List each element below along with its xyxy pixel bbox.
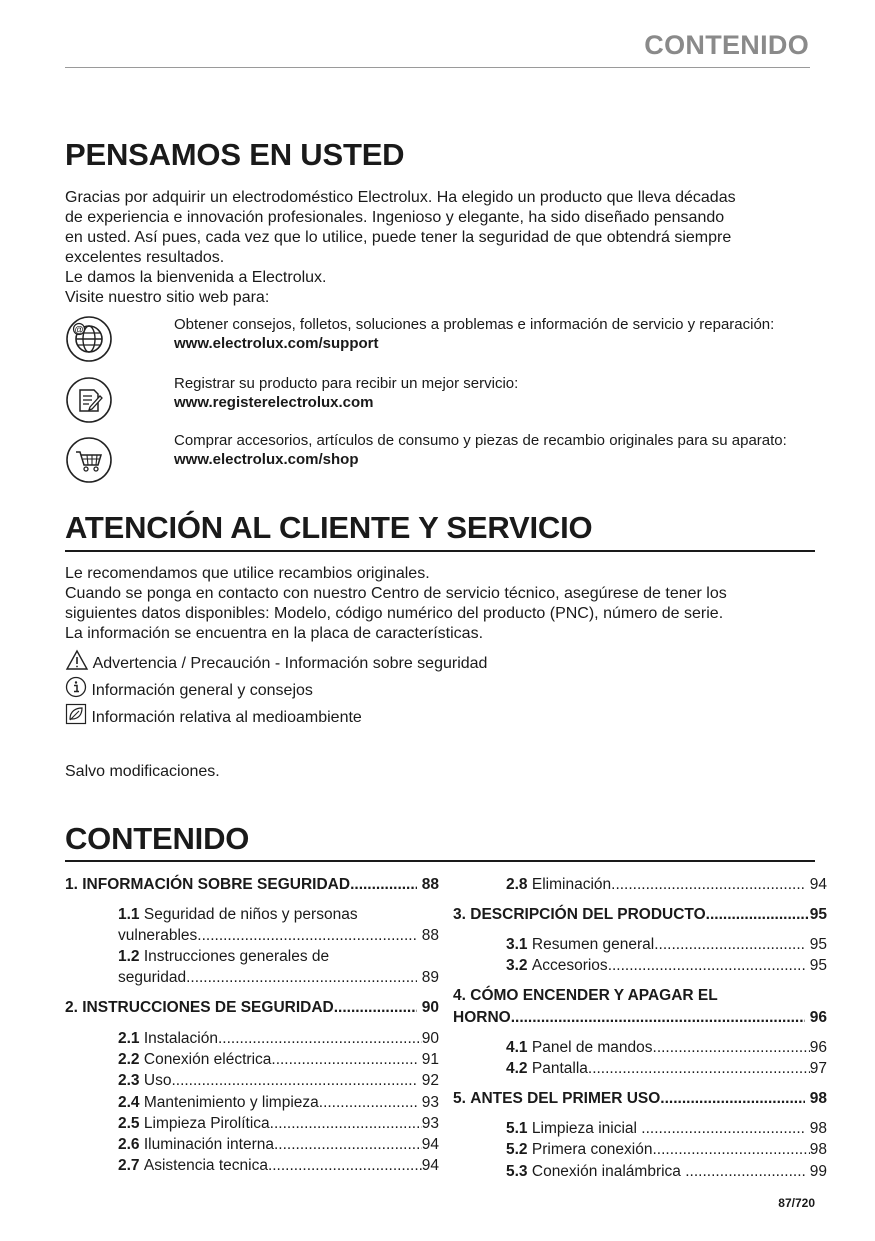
toc-title: Conexión inalámbrica xyxy=(531,1163,681,1180)
toc-title: INSTRUCCIONES DE SEGURIDAD xyxy=(82,999,334,1016)
toc-page: 92 xyxy=(421,1072,439,1089)
toc-section-2-7[interactable] xyxy=(118,1156,439,1176)
toc-leader xyxy=(350,875,417,895)
legend-info-label: Información general y consejos xyxy=(91,682,313,699)
toc-section-2-8[interactable] xyxy=(506,875,827,895)
welcome-line: en usted. Así pues, cada vez que lo utilice, puede tener la seguridad de que obtendrá siempre xyxy=(65,229,732,246)
toc-title: DESCRIPCIÓN DEL PRODUCTO xyxy=(470,906,706,923)
toc-number: 4.1 xyxy=(506,1039,528,1056)
toc-page: 94 xyxy=(421,1157,439,1174)
toc-title: Uso xyxy=(143,1072,172,1089)
toc-number: 5.2 xyxy=(506,1141,528,1158)
toc-title: vulnerables xyxy=(118,927,198,944)
toc-title: CÓMO ENCENDER Y APAGAR EL xyxy=(470,987,718,1004)
toc-section-3-2[interactable] xyxy=(506,956,827,976)
toc-leader xyxy=(685,1162,805,1182)
toc-title: Instrucciones generales de xyxy=(143,948,330,965)
toc-leader xyxy=(652,1140,809,1160)
toc-page: 99 xyxy=(809,1163,827,1180)
toc-title: Limpieza inicial xyxy=(531,1120,637,1137)
toc-page: 93 xyxy=(421,1115,439,1132)
toc-chapter-3[interactable] xyxy=(453,905,827,925)
toc-number: 5.3 xyxy=(506,1163,528,1180)
toc-page: 94 xyxy=(421,1136,439,1153)
toc-title: Asistencia tecnica xyxy=(143,1157,268,1174)
legend-warning-label: Advertencia / Precaución - Información sobre seguridad xyxy=(92,655,488,672)
toc-leader xyxy=(270,1114,422,1134)
toc-title: ANTES DEL PRIMER USO xyxy=(470,1090,661,1107)
toc-number: 2.4 xyxy=(118,1094,140,1111)
toc-leader xyxy=(268,1156,422,1176)
toc-page: 97 xyxy=(809,1060,827,1077)
welcome-line: de experiencia e innovación profesionales. Ingenioso y elegante, ha sido diseñado pensando xyxy=(65,209,725,226)
toc-section-1-2-cont[interactable] xyxy=(118,968,439,988)
toc-title: Mantenimiento y limpieza xyxy=(143,1094,319,1111)
toc-page: 94 xyxy=(809,876,827,893)
running-header-title: CONTENIDO xyxy=(644,30,809,60)
toc-number: 3. xyxy=(453,906,466,923)
toc-leader xyxy=(611,875,805,895)
service-heading: ATENCIÓN AL CLIENTE Y SERVICIO xyxy=(65,510,593,545)
toc-leader xyxy=(654,935,805,955)
toc-leader xyxy=(608,956,806,976)
toc-section-3-1[interactable] xyxy=(506,935,827,955)
toc-leader xyxy=(274,1135,422,1155)
toc-page: 95 xyxy=(809,906,827,923)
toc-title: Instalación xyxy=(143,1030,218,1047)
toc-title: Pantalla xyxy=(531,1060,588,1077)
toc-number: 4. xyxy=(453,987,466,1004)
toc-leader xyxy=(588,1059,810,1079)
link-description: Comprar accesorios, artículos de consumo y piezas de recambio originales para su aparato: xyxy=(174,432,787,449)
toc-title: Limpieza Pirolítica xyxy=(143,1115,270,1132)
toc-leader xyxy=(706,905,810,925)
toc-chapter-4[interactable] xyxy=(453,986,827,1006)
toc-number: 4.2 xyxy=(506,1060,528,1077)
welcome-heading: PENSAMOS EN USTED xyxy=(65,137,405,172)
toc-page: 88 xyxy=(421,927,439,944)
toc-page: 90 xyxy=(421,1030,439,1047)
support-link[interactable]: www.electrolux.com/support xyxy=(174,335,379,352)
toc-section-5-1[interactable] xyxy=(506,1119,827,1139)
toc-number: 1.1 xyxy=(118,906,140,923)
toc-section-4-1[interactable] xyxy=(506,1038,827,1058)
toc-title: INFORMACIÓN SOBRE SEGURIDAD xyxy=(82,876,351,893)
legend-environment-label: Información relativa al medioambiente xyxy=(91,709,362,726)
toc-section-2-4[interactable] xyxy=(118,1093,439,1113)
welcome-line: excelentes resultados. xyxy=(65,249,225,266)
page-number: 87/720 xyxy=(778,1196,815,1210)
toc-chapter-4-cont[interactable] xyxy=(453,1008,827,1028)
toc-page: 98 xyxy=(809,1141,827,1158)
toc-section-5-3[interactable] xyxy=(506,1162,827,1182)
link-description: Obtener consejos, folletos, soluciones a problemas e información de servicio y reparación: xyxy=(174,316,775,333)
toc-leader xyxy=(171,1071,417,1091)
toc-leader xyxy=(319,1093,418,1113)
toc-section-2-5[interactable] xyxy=(118,1114,439,1134)
toc-title: Panel de mandos xyxy=(531,1039,653,1056)
toc-page: 88 xyxy=(421,876,439,893)
toc-page: 96 xyxy=(809,1009,827,1026)
toc-number: 2.5 xyxy=(118,1115,140,1132)
service-line: La información se encuentra en la placa de características. xyxy=(65,625,484,642)
toc-page: 98 xyxy=(809,1090,827,1107)
toc-leader xyxy=(218,1029,422,1049)
toc-number: 2.1 xyxy=(118,1030,140,1047)
toc-page: 95 xyxy=(809,936,827,953)
shop-link[interactable]: www.electrolux.com/shop xyxy=(174,451,359,468)
toc-section-2-3[interactable] xyxy=(118,1071,439,1091)
service-line: siguientes datos disponibles: Modelo, código numérico del producto (PNC), número de serie. xyxy=(65,605,724,622)
toc-number: 5.1 xyxy=(506,1120,528,1137)
toc-page: 96 xyxy=(809,1039,827,1056)
toc-leader xyxy=(197,926,417,946)
toc-title: Primera conexión xyxy=(531,1141,653,1158)
welcome-line: Visite nuestro sitio web para: xyxy=(65,289,270,306)
toc-number: 2.2 xyxy=(118,1051,140,1068)
toc-title: Conexión eléctrica xyxy=(143,1051,272,1068)
toc-section-2-1[interactable] xyxy=(118,1029,439,1049)
toc-leader xyxy=(660,1089,805,1109)
toc-number: 3.2 xyxy=(506,957,528,974)
toc-section-1-1-cont[interactable] xyxy=(118,926,439,946)
toc-page: 98 xyxy=(809,1120,827,1137)
toc-section-2-6[interactable] xyxy=(118,1135,439,1155)
toc-title: Accesorios xyxy=(531,957,608,974)
toc-page: 93 xyxy=(421,1094,439,1111)
toc-number: 3.1 xyxy=(506,936,528,953)
register-link[interactable]: www.registerelectrolux.com xyxy=(174,394,374,411)
toc-section-4-2[interactable] xyxy=(506,1059,827,1079)
contents-heading: CONTENIDO xyxy=(65,821,250,856)
welcome-line: Gracias por adquirir un electrodoméstico Electrolux. Ha elegido un producto que lleva décadas xyxy=(65,189,736,206)
toc-leader xyxy=(271,1050,417,1070)
toc-chapter-1[interactable] xyxy=(65,875,439,895)
toc-title: seguridad xyxy=(118,969,187,986)
toc-leader xyxy=(511,1008,806,1028)
toc-title: Resumen general xyxy=(531,936,655,953)
toc-title: Seguridad de niños y personas xyxy=(143,906,358,923)
link-description: Registrar su producto para recibir un mejor servicio: xyxy=(174,375,519,392)
toc-title: HORNO xyxy=(453,1009,511,1026)
toc-number: 2.3 xyxy=(118,1072,140,1089)
toc-number: 5. xyxy=(453,1090,466,1107)
toc-leader xyxy=(334,998,418,1018)
toc-title: Iluminación interna xyxy=(143,1136,274,1153)
toc-page: 91 xyxy=(421,1051,439,1068)
toc-page: 90 xyxy=(421,999,439,1016)
toc-leader xyxy=(641,1119,805,1139)
toc-number: 2.7 xyxy=(118,1157,140,1174)
service-line: Cuando se ponga en contacto con nuestro Centro de servicio técnico, asegúrese de tener los xyxy=(65,585,727,602)
toc-chapter-2[interactable] xyxy=(65,998,439,1018)
toc-number: 2.6 xyxy=(118,1136,140,1153)
toc-number: 1.2 xyxy=(118,948,140,965)
service-line: Le recomendamos que utilice recambios originales. xyxy=(65,565,430,582)
toc-title: Eliminación xyxy=(531,876,612,893)
toc-section-1-1[interactable] xyxy=(118,905,439,925)
toc-section-1-2[interactable] xyxy=(118,947,439,967)
toc-chapter-5[interactable] xyxy=(453,1089,827,1109)
toc-number: 2.8 xyxy=(506,876,528,893)
toc-section-5-2[interactable] xyxy=(506,1140,827,1160)
toc-number: 2. xyxy=(65,999,78,1016)
welcome-line: Le damos la bienvenida a Electrolux. xyxy=(65,269,327,286)
toc-number: 1. xyxy=(65,876,78,893)
toc-page: 95 xyxy=(809,957,827,974)
modifications-note: Salvo modificaciones. xyxy=(65,763,220,780)
toc-page: 89 xyxy=(421,969,439,986)
toc-leader xyxy=(653,1038,810,1058)
svg-text:@: @ xyxy=(74,324,84,335)
toc-leader xyxy=(186,968,417,988)
toc-section-2-2[interactable] xyxy=(118,1050,439,1070)
